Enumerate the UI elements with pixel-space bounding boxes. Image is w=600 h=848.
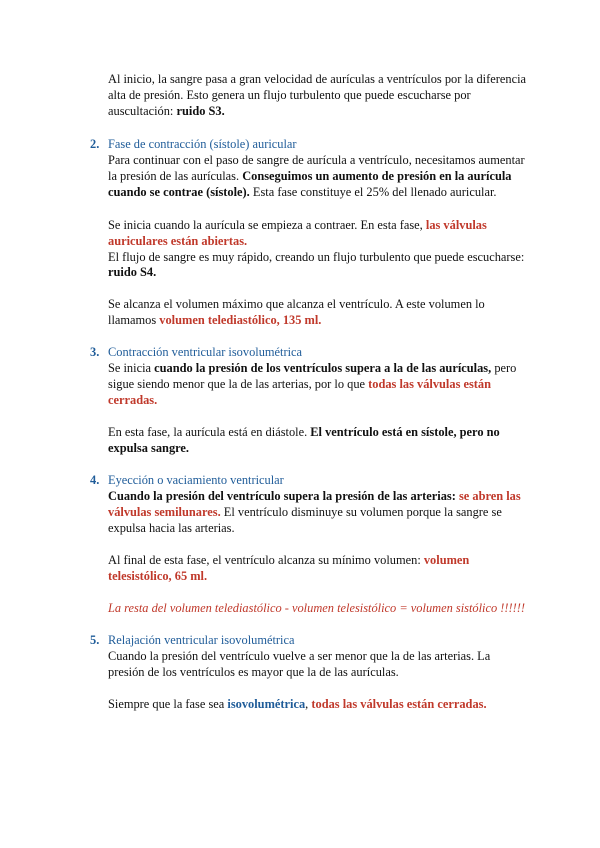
section-2-para-1 bbox=[108, 153, 528, 200]
section-2-heading bbox=[90, 137, 297, 153]
intro-line-3: auscultación: bbox=[108, 103, 177, 118]
s2-p4-highlight: volumen telediastólico, 135 ml. bbox=[159, 312, 322, 327]
section-2-title: Fase de contracción (sístole) auricular bbox=[108, 137, 297, 151]
section-5-para-2 bbox=[108, 697, 528, 713]
intro-line-1: Al inicio, la sangre pasa a gran velocidad de aurículas a ventrículos por la diferencia bbox=[108, 72, 527, 86]
section-3-para-2 bbox=[108, 425, 528, 457]
s2-p1-tail: Esta fase constituye el 25% del llenado auricular. bbox=[249, 184, 497, 199]
section-2-para-2 bbox=[108, 218, 528, 281]
s4-p2-text: Al final de esta fase, el ventrículo alcanza su mínimo volumen: bbox=[108, 553, 424, 567]
intro-line-2: alta de presión. Esto genera un flujo turbulento que puede escucharse por bbox=[108, 87, 471, 102]
s5-p2-isovolumetrica: isovolumétrica bbox=[227, 697, 306, 711]
section-3-para-1 bbox=[108, 361, 528, 408]
section-2-number: 2. bbox=[90, 137, 100, 151]
section-2-para-4 bbox=[108, 297, 528, 329]
section-5-para-1 bbox=[108, 649, 528, 681]
section-4-heading bbox=[90, 473, 284, 489]
section-3-title: Contracción ventricular isovolumétrica bbox=[108, 345, 303, 359]
s4-p1-highlight: se abren las válvulas semilunares. bbox=[108, 489, 521, 519]
s3-p2-text: En esta fase, la aurícula está en diástole. bbox=[108, 425, 311, 439]
s4-p1-tail: El ventrículo disminuye su volumen porque la sangre se expulsa hacia las arterias. bbox=[108, 504, 502, 535]
section-5-number: 5. bbox=[90, 633, 100, 647]
s2-p3-text: El flujo de sangre es muy rápido, creando un flujo turbulento que puede escucharse: bbox=[108, 249, 525, 264]
s4-p1-bold: Cuando la presión del ventrículo supera la presión de las arterias: bbox=[108, 489, 456, 503]
s3-p1-bold: cuando la presión de los ventrículos supera a la de las aurículas, bbox=[154, 361, 492, 375]
section-4-para-1 bbox=[108, 489, 528, 536]
section-4-number: 4. bbox=[90, 473, 100, 487]
s2-p2-text: Se inicia cuando la aurícula se empieza a contraer. En esta fase, bbox=[108, 218, 426, 232]
s4-p2-highlight: volumen telesistólico, 65 ml. bbox=[108, 553, 470, 583]
section-3-number: 3. bbox=[90, 345, 100, 359]
section-4-title: Eyección o vaciamiento ventricular bbox=[108, 473, 284, 487]
s5-p2-highlight: todas las válvulas están cerradas. bbox=[311, 697, 487, 711]
intro-paragraph bbox=[108, 72, 528, 119]
section-4-para-2 bbox=[108, 553, 528, 585]
s2-p2-highlight: las válvulas auriculares están abiertas. bbox=[108, 218, 487, 248]
s3-p1-text: Se inicia bbox=[108, 361, 155, 375]
s2-ruido-s4: ruido S4. bbox=[108, 265, 157, 280]
section-5-heading bbox=[90, 633, 294, 649]
section-5-title: Relajación ventricular isovolumétrica bbox=[108, 633, 295, 647]
s3-p1-mid: pero sigue siendo menor que la de las arterias, por lo que bbox=[108, 361, 517, 391]
s3-p2-bold: El ventrículo está en sístole, pero no expulsa sangre. bbox=[108, 425, 500, 455]
s3-p1-highlight: todas las válvulas están cerradas. bbox=[108, 376, 492, 407]
section-3-heading bbox=[90, 345, 302, 361]
intro-ruido-s3: ruido S3. bbox=[176, 103, 225, 118]
s2-p4-text: Se alcanza el volumen máximo que alcanza el ventrículo. A este volumen lo llamamos bbox=[108, 297, 485, 327]
section-4-para-3 bbox=[108, 601, 528, 617]
s5-p2-comma: , bbox=[305, 697, 312, 711]
s2-p1-text: Para continuar con el paso de sangre de aurícula a ventrículo, necesitamos aumentar la presión de las aurículas. bbox=[108, 153, 525, 183]
s5-p1-text: Cuando la presión del ventrículo vuelve a ser menor que la de las arterias. La presión de los ventrículos es mayor que la de las aurículas. bbox=[108, 649, 491, 679]
s5-p2-text: Siempre que la fase sea bbox=[108, 697, 228, 711]
s4-p3-formula: La resta del volumen telediastólico - volumen telesistólico = volumen sistólico !!!!!! bbox=[108, 601, 526, 615]
s2-p1-bold: Conseguimos un aumento de presión en la aurícula cuando se contrae (sístole). bbox=[108, 168, 512, 199]
